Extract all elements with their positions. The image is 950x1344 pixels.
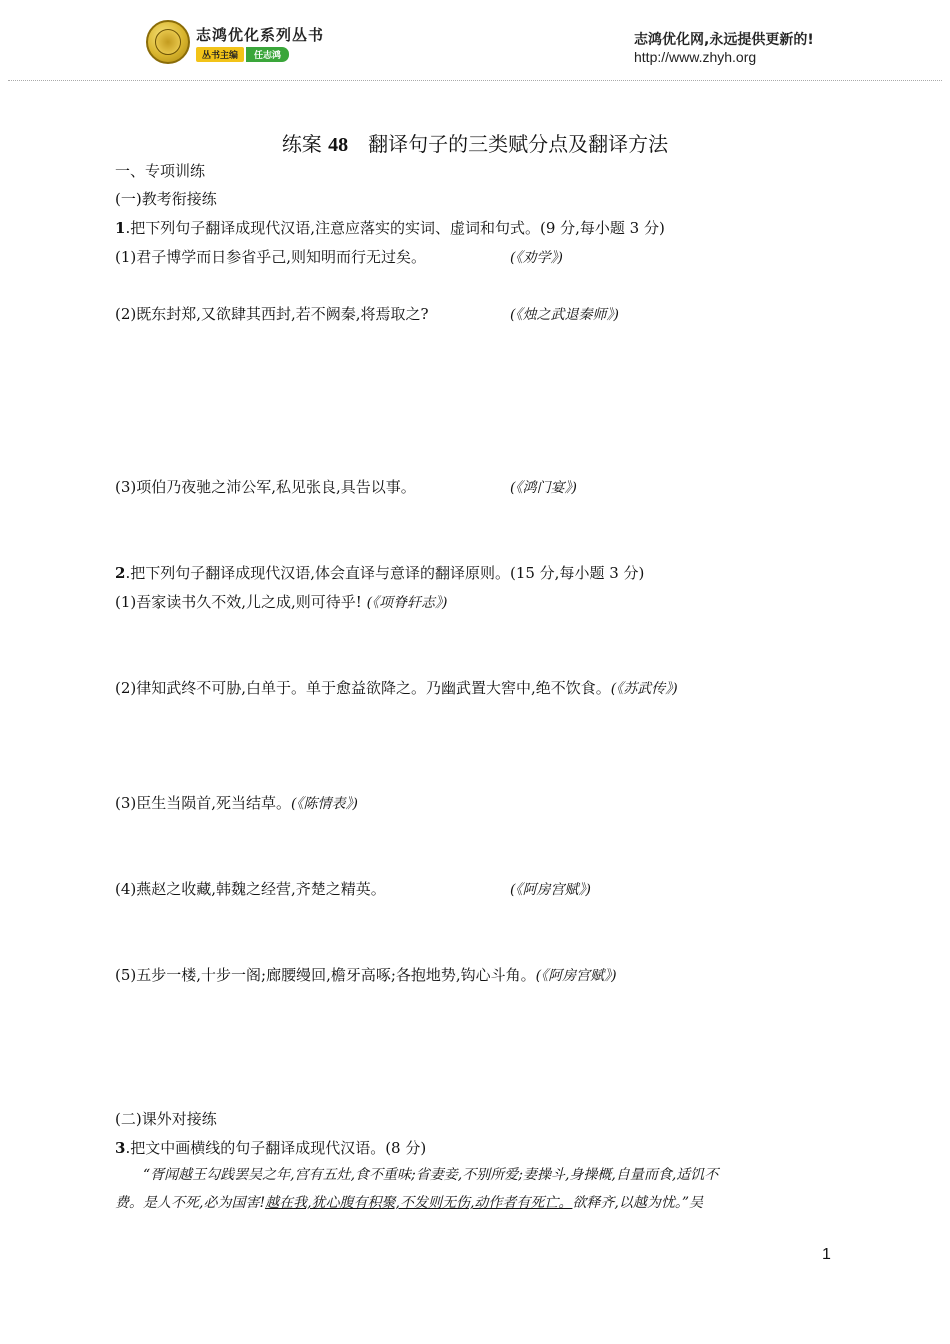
item-source: (《苏武传》) <box>610 681 678 697</box>
item-text: (3)臣生当陨首,死当结草。 <box>115 794 292 812</box>
item-source: (《阿房宫赋》) <box>535 968 617 984</box>
item-text: (5)五步一楼,十步一阁;廊腰缦回,檐牙高啄;各抱地势,钩心斗角。 <box>115 966 536 984</box>
question-text: .把下列句子翻译成现代汉语,注意应落实的实词、虚词和句式。(9 分,每小题 3 分) <box>125 219 665 237</box>
page-header <box>0 0 950 84</box>
question-text: .把下列句子翻译成现代汉语,体会直译与意译的翻译原则。(15 分,每小题 3 分) <box>125 564 645 582</box>
passage-line-1: “胥闻越王勾践罢吴之年,宫有五灶,食不重味;省妻妾,不别所爱;妻操斗,身操概,自量而食,适饥不 <box>143 1167 719 1183</box>
subsection-heading-2: (二)课外对接练 <box>115 1110 217 1128</box>
question-1-item-2-source: (《烛之武退秦师》) <box>510 307 619 323</box>
question-1-prompt <box>115 217 665 238</box>
question-number: 2 <box>115 564 126 582</box>
item-text: (1)吾家读书久不效,儿之成,则可待乎! <box>115 593 367 611</box>
question-number: 1 <box>115 219 126 237</box>
title-prefix: 练案 <box>281 132 322 156</box>
question-1-item-2: (2)既东封郑,又欲肆其西封,若不阙秦,将焉取之? <box>115 305 429 323</box>
passage-text: 费。是人不死,必为国害! <box>115 1195 266 1211</box>
passage-underlined-sentence: 越在我,犹心腹有积聚,不发则无伤,动作者有死亡。 <box>265 1195 573 1211</box>
header-divider <box>8 80 942 81</box>
question-number: 3 <box>115 1139 126 1157</box>
passage-line-2 <box>115 1189 831 1217</box>
question-1-item-1-source: (《劝学》) <box>510 250 563 266</box>
question-1-item-1: (1)君子博学而日参省乎己,则知明而行无过矣。 <box>115 248 427 266</box>
question-2-item-4-source: (《阿房宫赋》) <box>510 882 591 898</box>
question-2-item-5 <box>115 964 617 985</box>
question-3-prompt <box>115 1137 426 1158</box>
series-title: 志鸿优化系列丛书 <box>196 26 325 44</box>
passage-text: 欲释齐,以越为忧。”吴 <box>572 1195 704 1211</box>
series-editor-label: 丛书主编 <box>196 47 244 62</box>
title-number: 48 <box>328 134 349 156</box>
item-source: (《陈情表》) <box>291 796 358 812</box>
question-2-item-3 <box>115 792 358 813</box>
series-editor <box>196 47 289 61</box>
question-2-prompt <box>115 562 644 583</box>
subsection-heading: (一)教考衔接练 <box>115 190 217 208</box>
question-2-item-2 <box>115 677 678 698</box>
document-title <box>0 128 950 157</box>
item-text: (2)律知武终不可胁,白单于。单于愈益欲降之。乃幽武置大窖中,绝不饮食。 <box>115 679 611 697</box>
title-text: 翻译句子的三类赋分点及翻译方法 <box>368 132 669 156</box>
header-slogan: 志鸿优化网,永远提供更新的! <box>634 32 814 48</box>
question-1-item-3-source: (《鸿门宴》) <box>510 480 577 496</box>
question-1-item-3: (3)项伯乃夜驰之沛公军,私见张良,具告以事。 <box>115 478 416 496</box>
page-number: 1 <box>822 1246 831 1263</box>
item-source: (《项脊轩志》) <box>366 595 448 611</box>
question-3-passage <box>115 1161 831 1217</box>
question-2-item-4: (4)燕赵之收藏,韩魏之经营,齐楚之精英。 <box>115 880 386 898</box>
publisher-seal-logo <box>146 20 190 64</box>
header-url: http://www.zhyh.org <box>634 49 757 65</box>
question-2-item-1 <box>115 591 448 612</box>
question-text: .把文中画横线的句子翻译成现代汉语。(8 分) <box>125 1139 427 1157</box>
series-editor-name: 任志鸿 <box>246 47 289 62</box>
section-heading: 一、专项训练 <box>115 162 206 180</box>
